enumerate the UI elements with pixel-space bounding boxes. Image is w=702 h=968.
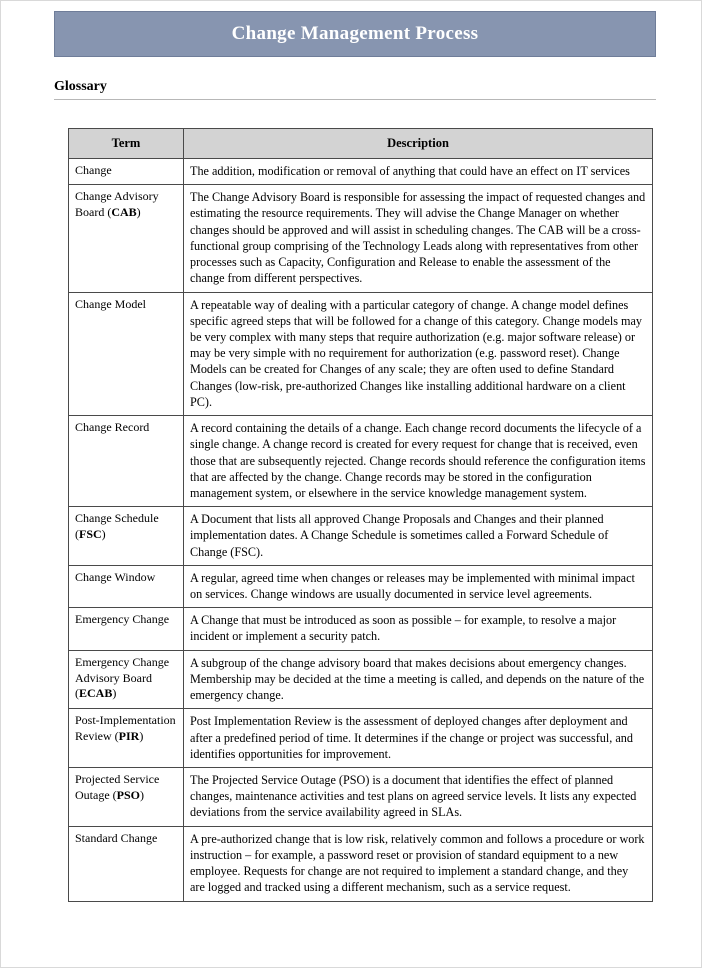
glossary-table [68,128,653,902]
glossary-term: Change Model [69,292,184,416]
section-divider [54,99,656,100]
table-row [69,507,653,566]
glossary-description: A Document that lists all approved Change Proposals and Changes and their planned implementation dates. A Change Schedule is sometimes called a Forward Schedule of Change (FSC). [184,507,653,566]
glossary-description: A Change that must be introduced as soon as possible – for example, to resolve a major incident or implement a security patch. [184,608,653,650]
glossary-description: A record containing the details of a change. Each change record documents the lifecycle of a single change. A change record is created for every request for change that is received, even those that are subsequently rejected. Change records should reference the configuration items that are affected by the change. Change records may be stored in the configuration management system, or elsewhere in the service knowledge management system. [184,416,653,507]
table-row [69,292,653,416]
table-row [69,826,653,901]
table-row [69,185,653,292]
glossary-description: The Projected Service Outage (PSO) is a document that identifies the effect of planned changes, maintenance activities and test plans on agreed service levels. It lists any expected deviations from the service availability agreed in SLAs. [184,768,653,827]
glossary-description: A repeatable way of dealing with a particular category of change. A change model defines specific agreed steps that will be followed for a change of this category. Change models may be very complex with many steps that require authorization (e.g. major software release) or may be very simple with no requirement for authorization (e.g. password reset). Change Models can be created for Changes of any scale; they are often used to define Standard Changes (low-risk, pre-authorized Changes like installing additional hardware on a client PC). [184,292,653,416]
glossary-term: Change Advisory Board (CAB) [69,185,184,292]
glossary-term: Change [69,159,184,185]
glossary-term: Change Record [69,416,184,507]
table-row [69,768,653,827]
page-title: Change Management Process [231,23,479,44]
table-row [69,159,653,185]
glossary-description: The Change Advisory Board is responsible for assessing the impact of requested changes and estimating the resource requirements. They will advise the Change Manager on whether changes should be approved and will assist in scheduling changes. The CAB will be a cross-functional group comprising of the Technology Leads along with representatives from other processes such as Capacity, Configuration and Release to enable the assessment of the change from different perspectives. [184,185,653,292]
glossary-term: Standard Change [69,826,184,901]
column-header-term: Term [69,129,184,159]
glossary-term: Post-Implementation Review (PIR) [69,709,184,768]
glossary-term: Projected Service Outage (PSO) [69,768,184,827]
glossary-description: A regular, agreed time when changes or releases may be implemented with minimal impact on services. Change windows are usually documented in service level agreements. [184,565,653,607]
table-body [69,159,653,902]
table-row [69,608,653,650]
table-header [69,129,653,159]
glossary-term: Change Window [69,565,184,607]
glossary-description: Post Implementation Review is the assessment of deployed changes after deployment and after a predefined period of time. It determines if the change or project was successful, and identifies opportunities for improvement. [184,709,653,768]
table-row [69,565,653,607]
column-header-description: Description [184,129,653,159]
document-header-banner [54,11,656,57]
table-row [69,709,653,768]
glossary-description: The addition, modification or removal of anything that could have an effect on IT services [184,159,653,185]
glossary-description: A subgroup of the change advisory board that makes decisions about emergency changes. Membership may be decided at the time a meeting is called, and depends on the nature of the emergency change. [184,650,653,709]
glossary-description: A pre-authorized change that is low risk, relatively common and follows a procedure or work instruction – for example, a password reset or provision of standard equipment to a new employee. Requests for change are not required to implement a standard change, and they are logged and tracked using a different mechanism, such as a service request. [184,826,653,901]
table-header-row [69,129,653,159]
table-row [69,416,653,507]
glossary-term: Emergency Change Advisory Board (ECAB) [69,650,184,709]
section-title: Glossary [54,79,107,94]
glossary-term: Emergency Change [69,608,184,650]
section-heading-wrap [54,79,656,100]
glossary-term: Change Schedule (FSC) [69,507,184,566]
table-row [69,650,653,709]
